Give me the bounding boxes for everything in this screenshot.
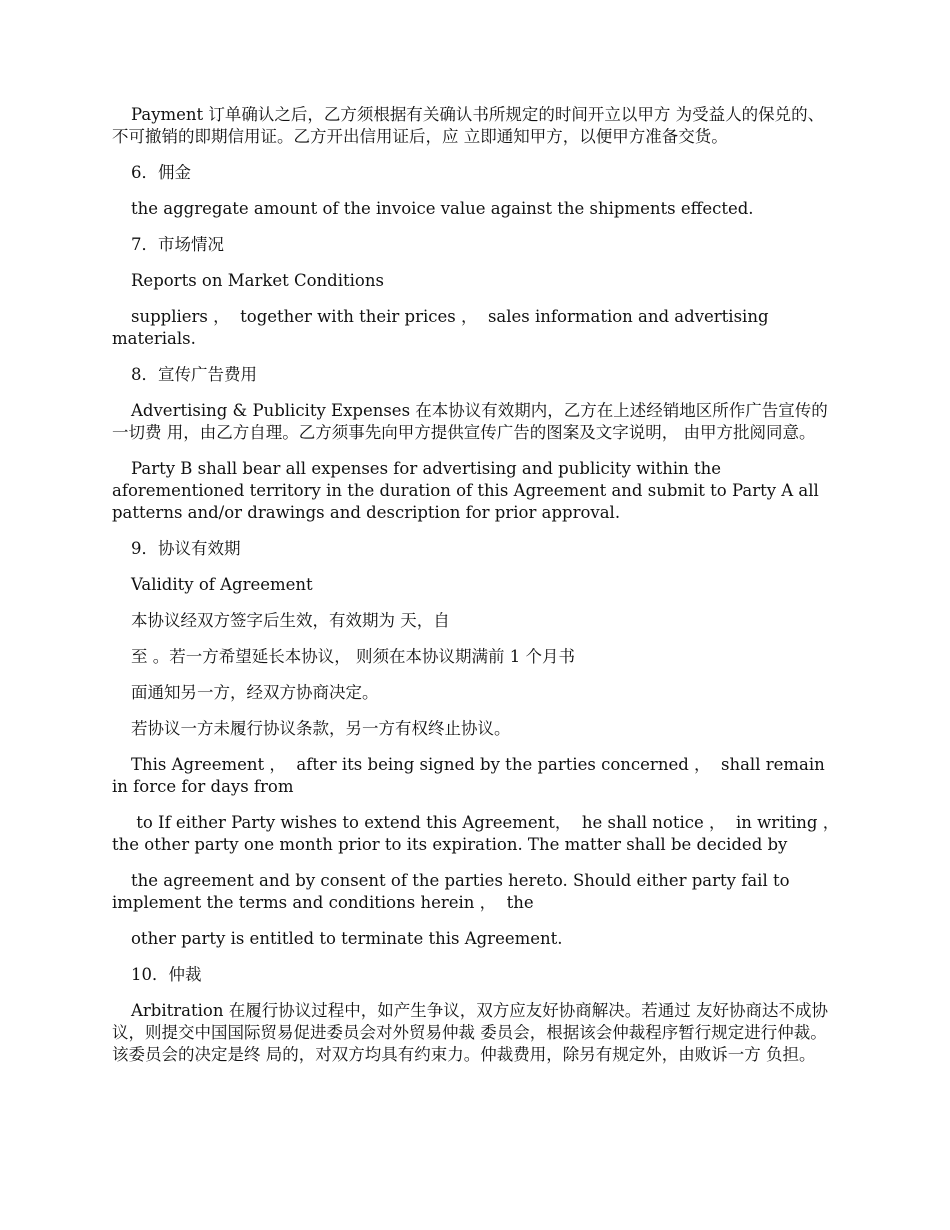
validity-subheading: Validity of Agreement [131, 575, 313, 594]
validity-paragraph-en-2: to If either Party wishes to extend this Agreement， he shall notice ， in writing ， the other party one month prior to its expiration. The matter shall be decided by [112, 813, 850, 854]
section-heading-advertising: 8．宣传广告费用 [131, 365, 257, 384]
validity-paragraph-zh-1: 本协议经双方签字后生效，有效期为 天，自 [131, 611, 450, 630]
section-heading-arbitration: 10．仲裁 [131, 965, 202, 984]
validity-paragraph-zh-4: 若协议一方未履行协议条款，另一方有权终止协议。 [131, 719, 511, 738]
validity-paragraph-en-4: other party is entitled to terminate this Agreement. [131, 929, 563, 948]
commission-paragraph: the aggregate amount of the invoice value against the shipments effected. [131, 199, 754, 218]
validity-paragraph-en-1: This Agreement ， after its being signed by the parties concerned ， shall remain in force for days from [112, 755, 831, 796]
section-heading-validity: 9．协议有效期 [131, 539, 241, 558]
arbitration-paragraph: Arbitration 在履行协议过程中，如产生争议，双方应友好协商解决。若通过 友好协商达不成协议，则提交中国国际贸易促进委员会对外贸易仲裁 委员会，根据该会仲裁程序暂行规定进行仲裁。该委员会的决定是终 局的，对双方均具有约束力。仲裁费用，除另有规定外，由败诉一方 负担。 [112, 1001, 828, 1064]
advertising-paragraph-zh: Advertising & Publicity Expenses 在本协议有效期内，乙方在上述经销地区所作广告宣传的一切费 用，由乙方自理。乙方须事先向甲方提供宣传广告的图案及文字说明， 由甲方批阅同意。 [112, 401, 828, 442]
payment-paragraph: Payment 订单确认之后，乙方须根据有关确认书所规定的时间开立以甲方 为受益人的保兑的、不可撤销的即期信用证。乙方开出信用证后，应 立即通知甲方，以便甲方准备交货。 [112, 105, 825, 146]
validity-paragraph-zh-3: 面通知另一方，经双方协商决定。 [131, 683, 379, 702]
market-paragraph: suppliers ， together with their prices ， sales information and advertising materials. [112, 307, 774, 348]
validity-paragraph-en-3: the agreement and by consent of the parties hereto. Should either party fail to implement the terms and conditions herein ， the [112, 871, 795, 912]
market-subheading: Reports on Market Conditions [131, 271, 384, 290]
advertising-paragraph-en: Party B shall bear all expenses for advertising and publicity within the aforementioned territory in the duration of this Agreement and submit to Party A all patterns and/or drawings and description for prior approval. [112, 459, 825, 522]
document-page [112, 104, 850, 1080]
section-heading-market: 7．市场情况 [131, 235, 224, 254]
validity-paragraph-zh-2: 至 。若一方希望延长本协议， 则须在本协议期满前 1 个月书 [131, 647, 575, 666]
section-heading-commission: 6．佣金 [131, 163, 191, 182]
